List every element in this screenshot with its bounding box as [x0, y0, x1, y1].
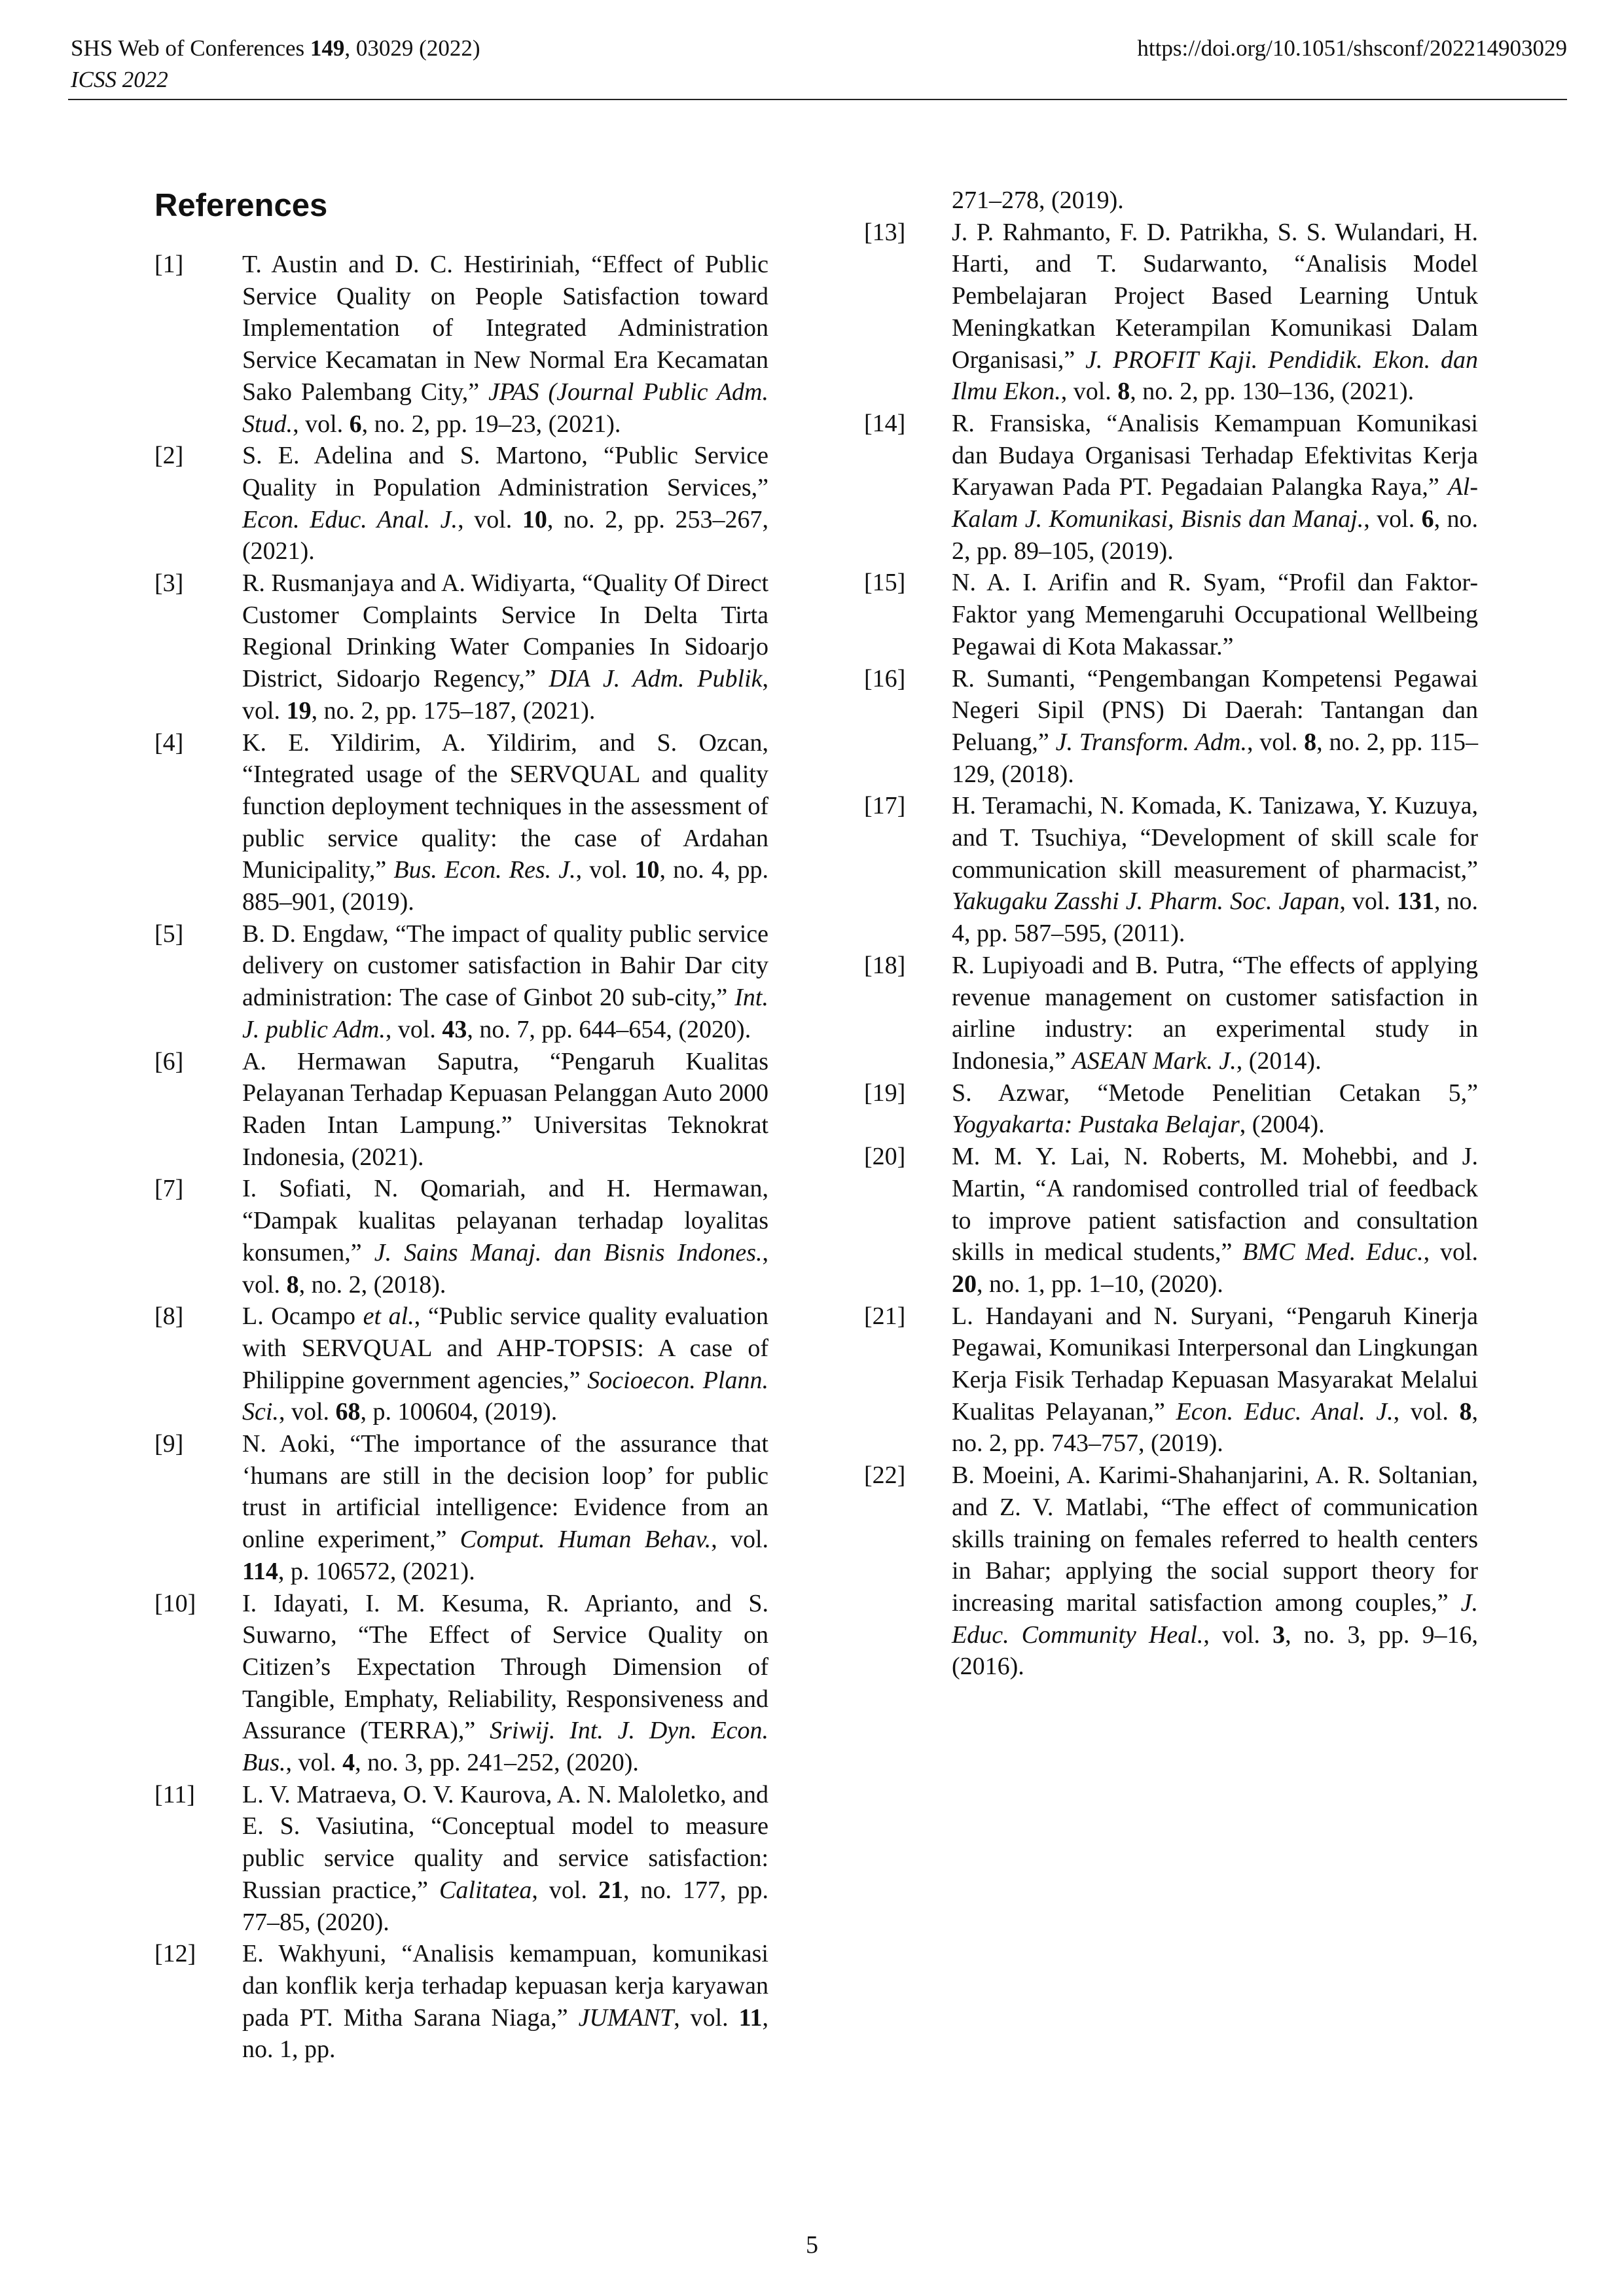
reference-source: Socioecon. Plann. Sci.	[242, 1366, 768, 1426]
reference-segment: , p. 100604, (2019).	[360, 1398, 558, 1426]
reference-number: [8]	[154, 1302, 184, 1331]
reference-segment: R. Lupiyoadi and B. Putra, “The effects of applying revenue management on customer satisfaction in airline industry: an experimental study in Indonesia,”	[952, 951, 1478, 1075]
reference-text	[952, 1460, 1478, 1683]
reference-segment: , vol.	[1393, 1397, 1460, 1426]
reference-text	[242, 567, 768, 727]
reference-segment: S. Azwar, “Metode Penelitian Cetakan 5,”	[952, 1079, 1478, 1107]
reference-volume: 19	[286, 696, 312, 725]
reference-source: Yakugaku Zasshi J. Pharm. Soc. Japan	[952, 888, 1340, 916]
reference-number: [4]	[154, 728, 184, 757]
reference-entry	[154, 249, 768, 440]
reference-segment: , vol.	[278, 1398, 336, 1426]
reference-segment: , vol.	[711, 1526, 768, 1554]
reference-segment: , no. 7, pp. 644–654, (2020).	[467, 1015, 751, 1043]
references-heading: References	[154, 188, 328, 223]
reference-volume: 11	[738, 2003, 763, 2032]
reference-volume: 43	[442, 1015, 467, 1043]
reference-segment: I. Idayati, I. M. Kesuma, R. Aprianto, and S. Suwarno, “The Effect of Service Quality on Citizen’s Expectation Through Dimension of Tangible, Emphaty, Reliability, Responsiveness and Assurance (TERRA),”	[242, 1589, 768, 1745]
reference-segment: S. E. Adelina and S. Martono, “Public Service Quality in Population Administration Services,”	[242, 442, 768, 501]
reference-segment: L. Ocampo	[242, 1302, 363, 1331]
reference-number: [7]	[154, 1175, 184, 1203]
reference-segment: , vol.	[293, 410, 350, 438]
reference-segment: , vol.	[575, 856, 635, 884]
reference-entry	[154, 727, 768, 918]
reference-number: [5]	[154, 920, 184, 948]
reference-segment: , no. 2, pp. 743–757, (2019).	[952, 1397, 1478, 1458]
reference-entry	[154, 1046, 768, 1174]
reference-segment: , vol.	[532, 1876, 598, 1904]
reference-entry	[154, 1938, 768, 2066]
reference-number: [21]	[864, 1302, 906, 1330]
reference-source: et al.	[363, 1302, 414, 1331]
reference-entry	[154, 1428, 768, 1588]
reference-entry	[154, 567, 768, 727]
reference-text	[952, 1077, 1478, 1141]
reference-source: J. Sains Manaj. dan Bisnis Indones.	[374, 1238, 763, 1266]
reference-source: Int. J. public Adm.	[242, 984, 768, 1043]
reference-volume: 10	[522, 505, 547, 533]
reference-text	[952, 1300, 1478, 1460]
reference-segment: , (2004).	[1239, 1111, 1325, 1139]
reference-source: Bus. Econ. Res. J.	[393, 856, 576, 884]
reference-number: [9]	[154, 1430, 184, 1458]
running-header-left	[71, 33, 480, 96]
reference-text	[242, 1173, 768, 1300]
reference-number: [12]	[154, 1940, 196, 1968]
reference-segment: N. Aoki, “The importance of the assurance that ‘humans are still in the decision loop’ for public trust in artificial intelligence: Evidence from an online experiment,”	[242, 1430, 768, 1554]
reference-volume: 131	[1396, 888, 1434, 916]
reference-segment: , no. 2, pp. 89–105, (2019).	[952, 505, 1479, 565]
reference-source: DIA J. Adm. Publik	[549, 665, 763, 693]
reference-segment: A. Hermawan Saputra, “Pengaruh Kualitas Pelayanan Terhadap Kepuasan Pelanggan Auto 2000 Raden Intan Lampung.” Universitas Teknokrat Indonesia, (2021).	[242, 1047, 768, 1171]
reference-entry	[864, 217, 1478, 408]
reference-text	[952, 217, 1478, 408]
reference-segment: , no. 3, pp. 9–16, (2016).	[952, 1621, 1479, 1681]
reference-segment: , vol.	[385, 1015, 442, 1043]
reference-text	[952, 950, 1478, 1077]
reference-source: ASEAN Mark. J.	[1072, 1047, 1236, 1075]
reference-source: J. Transform. Adm.	[1055, 728, 1247, 756]
reference-segment: , vol.	[674, 2003, 739, 2032]
reference-segment: K. E. Yildirim, A. Yildirim, and S. Ozcan, “Integrated usage of the SERVQUAL and quality function deployment techniques in the assessment of public service quality: the case of Ardahan Municipality,”	[242, 728, 768, 884]
reference-source: Econ. Educ. Anal. J.	[242, 505, 458, 533]
reference-text	[242, 1588, 768, 1779]
reference-volume: 21	[598, 1876, 623, 1904]
reference-text	[242, 918, 768, 1046]
reference-segment: , no. 2, pp. 175–187, (2021).	[311, 696, 596, 725]
reference-continuation: 271–278, (2019).	[952, 187, 1124, 214]
reference-source: Al-Kalam J. Komunikasi, Bisnis dan Manaj.	[952, 473, 1478, 533]
reference-segment: B. Moeini, A. Karimi-Shahanjarini, A. R. Soltanian, and Z. V. Matlabi, “The effect of communication skills training on females referred to health centers in Bahar; applying the social support theory for increasing marital satisfaction among couples,”	[952, 1462, 1478, 1617]
reference-segment: , vol.	[242, 1238, 769, 1299]
reference-number: [15]	[864, 569, 906, 597]
reference-source: Econ. Educ. Anal. J.	[1176, 1397, 1394, 1426]
reference-volume: 20	[952, 1270, 977, 1298]
reference-number: [19]	[864, 1079, 906, 1107]
reference-segment: , vol.	[1423, 1238, 1478, 1266]
reference-text	[242, 1428, 768, 1588]
reference-entry	[864, 950, 1478, 1077]
reference-segment: , no. 1, pp. 1–10, (2020).	[977, 1270, 1223, 1298]
reference-segment: I. Sofiati, N. Qomariah, and H. Hermawan, “Dampak kualitas pelayanan terhadap loyalitas konsumen,”	[242, 1175, 768, 1266]
reference-text	[952, 1141, 1478, 1300]
reference-number: [10]	[154, 1589, 196, 1617]
reference-number: [11]	[154, 1780, 195, 1808]
reference-segment: , vol.	[1246, 728, 1305, 756]
reference-segment: , vol.	[1060, 378, 1118, 406]
reference-segment: , vol.	[1203, 1621, 1273, 1649]
reference-text	[952, 663, 1478, 791]
reference-entry	[154, 1588, 768, 1779]
reference-entry	[864, 567, 1478, 662]
conference-event: ICSS 2022	[71, 67, 168, 92]
reference-segment: , no. 2, (2018).	[298, 1270, 446, 1299]
reference-segment: , no. 2, pp. 19–23, (2021).	[361, 410, 621, 438]
reference-segment: L. V. Matraeva, O. V. Kaurova, A. N. Maloletko, and E. S. Vasiutina, “Conceptual model to measure public service quality and service satisfaction: Russian practice,”	[242, 1780, 768, 1904]
reference-volume: 68	[335, 1398, 361, 1426]
reference-entry	[154, 1779, 768, 1939]
references-right-column	[864, 185, 1478, 1683]
reference-segment: , no. 3, pp. 241–252, (2020).	[355, 1749, 639, 1777]
reference-source: Sriwij. Int. J. Dyn. Econ. Bus.	[242, 1717, 768, 1777]
reference-volume: 3	[1272, 1621, 1286, 1649]
reference-entry	[864, 1141, 1478, 1300]
reference-number: [18]	[864, 951, 906, 979]
reference-text	[242, 1779, 768, 1939]
reference-volume: 114	[242, 1557, 278, 1585]
reference-segment: M. M. Y. Lai, N. Roberts, M. Mohebbi, and J. Martin, “A randomised controlled trial of feedback to improve patient satisfaction and consultation skills in medical students,”	[952, 1143, 1478, 1266]
reference-number: [3]	[154, 569, 184, 598]
reference-entry	[864, 663, 1478, 791]
journal-citation	[71, 33, 480, 64]
reference-segment: R. Fransiska, “Analisis Kemampuan Komunikasi dan Budaya Organisasi Terhadap Efektivitas Kerja Karyawan Pada PT. Pegadaian Palangka Raya,”	[952, 409, 1478, 501]
article-number: , 03029 (2022)	[344, 35, 480, 61]
reference-entry	[864, 408, 1478, 567]
reference-segment: N. A. I. Arifin and R. Syam, “Profil dan Faktor-Faktor yang Memengaruhi Occupational Wellbeing Pegawai di Kota Makassar.”	[952, 569, 1478, 660]
reference-segment: , vol.	[285, 1749, 343, 1777]
reference-segment: , no. 1, pp.	[242, 2003, 768, 2064]
header-rule	[68, 99, 1567, 100]
reference-number: [16]	[864, 664, 906, 692]
journal-volume: 149	[310, 35, 345, 61]
reference-segment: L. Handayani and N. Suryani, “Pengaruh Kinerja Pegawai, Komunikasi Interpersonal dan Lingkungan Kerja Fisik Terhadap Kepuasan Masyarakat Melalui Kualitas Pelayanan,”	[952, 1302, 1478, 1426]
reference-text	[242, 249, 768, 440]
reference-volume: 10	[634, 856, 660, 884]
reference-segment: B. D. Engdaw, “The impact of quality public service delivery on customer satisfaction in Bahir Dar city administration: The case of Ginbot 20 sub-city,”	[242, 920, 768, 1012]
reference-segment: T. Austin and D. C. Hestiriniah, “Effect of Public Service Quality on People Satisfaction toward Implementation of Integrated Administration Service Kecamatan in New Normal Era Kecamatan Sako Palembang City,”	[242, 251, 768, 406]
reference-segment: , no. 177, pp. 77–85, (2020).	[242, 1876, 769, 1936]
reference-segment: , “Public service quality evaluation with SERVQUAL and AHP-TOPSIS: A case of Philippine government agencies,”	[242, 1302, 768, 1394]
reference-segment: H. Teramachi, N. Komada, K. Tanizawa, Y. Kuzuya, and T. Tsuchiya, “Development of skill scale for communication skill measurement of pharmacist,”	[952, 792, 1478, 884]
reference-source: Calitatea	[439, 1876, 532, 1904]
reference-segment: , vol.	[1339, 888, 1397, 916]
reference-text	[952, 790, 1478, 950]
reference-segment: , (2014).	[1236, 1047, 1322, 1075]
reference-text	[242, 1938, 768, 2066]
reference-source: Comput. Human Behav.	[460, 1526, 712, 1554]
reference-text	[952, 567, 1478, 662]
reference-number: [17]	[864, 792, 906, 820]
reference-entry	[864, 1077, 1478, 1141]
reference-source: JUMANT	[578, 2003, 674, 2032]
reference-segment: J. P. Rahmanto, F. D. Patrikha, S. S. Wulandari, H. Harti, and T. Sudarwanto, “Analisis Model Pembelajaran Project Based Learning Untuk Meningkatkan Keterampilan Komunikasi Dalam Organisasi,”	[952, 218, 1478, 374]
reference-segment: , no. 2, pp. 253–267, (2021).	[242, 505, 769, 565]
reference-segment: R. Sumanti, “Pengembangan Kompetensi Pegawai Negeri Sipil (PNS) Di Daerah: Tantangan dan Peluang,”	[952, 664, 1478, 756]
doi-link[interactable]: https://doi.org/10.1051/shsconf/202214903029	[1137, 35, 1567, 61]
reference-volume: 8	[1459, 1397, 1472, 1426]
reference-text	[242, 440, 768, 567]
reference-source: J. PROFIT Kaji. Pendidik. Ekon. dan Ilmu Ekon.	[952, 346, 1478, 406]
reference-source: JPAS (Journal Public Adm. Stud.	[242, 378, 768, 438]
references-left-column	[154, 249, 768, 2066]
reference-segment: , vol.	[242, 665, 768, 725]
reference-entry	[864, 790, 1478, 950]
reference-volume: 4	[342, 1749, 355, 1777]
reference-entry	[154, 1173, 768, 1300]
reference-text	[952, 408, 1478, 567]
reference-volume: 6	[349, 410, 362, 438]
reference-number: [1]	[154, 251, 184, 278]
reference-entry	[154, 440, 768, 567]
page-number: 5	[806, 2231, 818, 2259]
reference-segment: E. Wakhyuni, “Analisis kemampuan, komunikasi dan konflik kerja terhadap kepuasan kerja karyawan pada PT. Mitha Sarana Niaga,”	[242, 1940, 768, 2032]
reference-text	[242, 1300, 768, 1428]
reference-segment: R. Rusmanjaya and A. Widiyarta, “Quality Of Direct Customer Complaints Service In Delta Tirta Regional Drinking Water Companies In Sidoarjo District, Sidoarjo Regency,”	[242, 569, 769, 693]
journal-name: SHS Web of Conferences	[71, 35, 310, 61]
reference-segment: , p. 106572, (2021).	[278, 1557, 475, 1585]
reference-segment: , vol.	[458, 505, 522, 533]
reference-segment: , no. 2, pp. 130–136, (2021).	[1130, 378, 1415, 406]
reference-entry	[154, 918, 768, 1046]
reference-volume: 8	[1304, 728, 1317, 756]
reference-segment: , no. 2, pp. 115–129, (2018).	[952, 728, 1478, 788]
reference-number: [22]	[864, 1462, 906, 1490]
reference-source: J. Educ. Community Heal.	[952, 1588, 1478, 1649]
reference-number: [2]	[154, 442, 184, 470]
reference-entry	[864, 1460, 1478, 1683]
reference-entry	[864, 1300, 1478, 1460]
reference-number: [14]	[864, 409, 906, 437]
reference-segment: , vol.	[1363, 505, 1422, 533]
reference-number: [13]	[864, 218, 906, 246]
reference-volume: 6	[1421, 505, 1434, 533]
reference-segment: , no. 4, pp. 885–901, (2019).	[242, 856, 768, 916]
reference-source: Yogyakarta: Pustaka Belajar	[952, 1111, 1240, 1139]
reference-entry	[154, 1300, 768, 1428]
reference-source: BMC Med. Educ.	[1242, 1238, 1424, 1266]
reference-volume: 8	[286, 1270, 299, 1299]
reference-number: [20]	[864, 1143, 906, 1171]
reference-number: [6]	[154, 1047, 184, 1075]
reference-volume: 8	[1117, 378, 1130, 406]
reference-text	[242, 727, 768, 918]
reference-segment: , no. 4, pp. 587–595, (2011).	[952, 888, 1478, 948]
reference-text	[242, 1046, 768, 1174]
